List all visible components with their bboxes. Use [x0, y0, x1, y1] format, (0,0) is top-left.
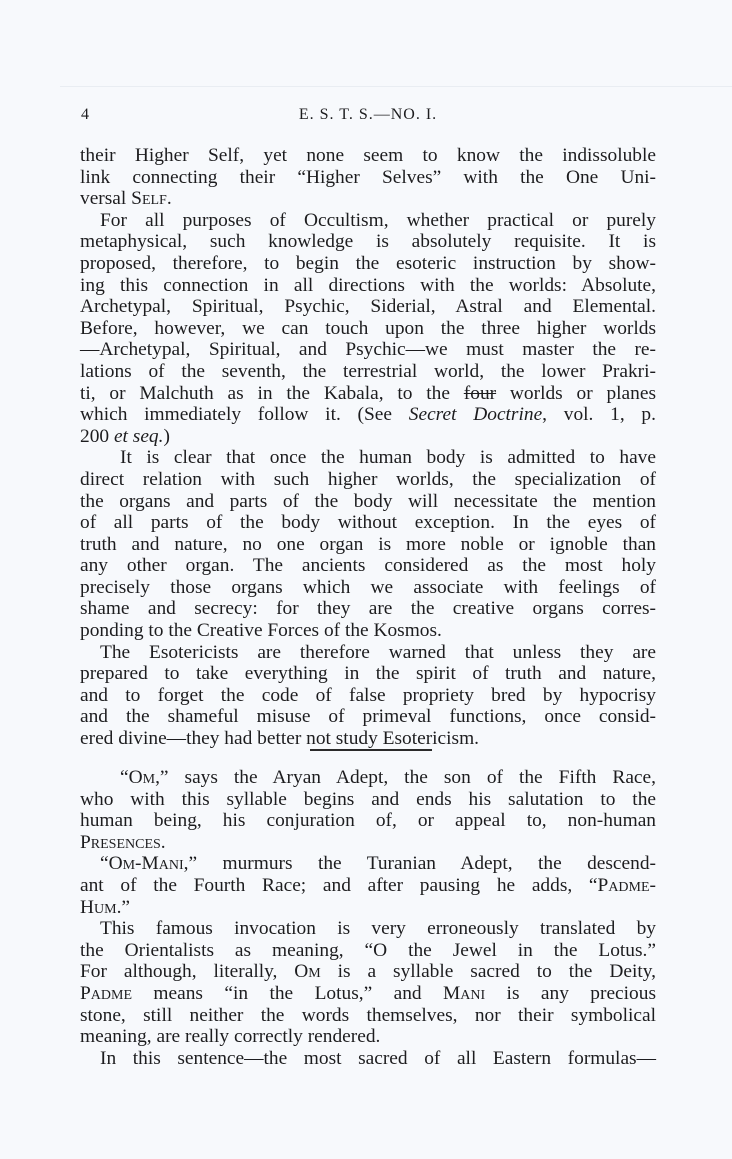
- book-title: Secret Doctrine: [408, 404, 543, 426]
- small-caps-om-mani: Om-Mani: [108, 853, 184, 875]
- text-line: [80, 404, 656, 426]
- small-caps-mani: Mani: [443, 982, 486, 1004]
- text-line: and to forget the code of false propriety bred by hypocrisy: [80, 684, 656, 706]
- text-fragment: ti, or Malchuth as in the Kabala, to the: [80, 382, 464, 404]
- text-line: direct relation with such higher worlds, the specialization of: [80, 468, 656, 490]
- text-fragment: is any precious: [485, 982, 656, 1004]
- text-line: Archetypal, Spiritual, Psychic, Siderial, Astral and Elemental.: [80, 296, 656, 318]
- running-title: E. S. T. S.—NO. I.: [298, 106, 438, 123]
- text-line: This famous invocation is very erroneously translated by: [100, 918, 656, 940]
- text-line: For all purposes of Occultism, whether practical or purely: [100, 209, 656, 231]
- struck-word: four: [463, 382, 497, 404]
- text-fragment: 200: [80, 425, 114, 447]
- text-line: human being, his conjuration of, or appeal to, non-human: [80, 810, 656, 832]
- text-line: Before, however, we can touch upon the three higher worlds: [80, 317, 656, 339]
- small-caps-hum: Hum: [80, 896, 117, 918]
- text-line: [80, 853, 656, 875]
- text-line: It is clear that once the human body is admitted to have: [120, 447, 656, 469]
- text-line: [80, 383, 656, 405]
- text-fragment: ): [163, 425, 170, 447]
- text-line: the Orientalists as meaning, “O the Jewel in the Lotus.”: [80, 939, 656, 961]
- text-line: [80, 767, 656, 789]
- text-fragment: worlds or planes: [496, 382, 656, 404]
- small-caps-presences: Presences.: [80, 831, 166, 853]
- text-line: —Archetypal, Spiritual, and Psychic—we must master the re-: [80, 339, 656, 361]
- text-line: [80, 983, 656, 1005]
- et-seq: et seq.: [113, 425, 164, 447]
- text-line: metaphysical, such knowledge is absolutely requisite. It is: [80, 231, 656, 253]
- text-line: their Higher Self, yet none seem to know the indissoluble: [80, 145, 656, 166]
- text-line: the organs and parts of the body will necessitate the mention: [80, 490, 656, 512]
- text-line: ponding to the Creative Forces of the Kosmos.: [80, 620, 442, 642]
- page-number: 4: [81, 106, 89, 123]
- text-fragment: ant of the Fourth Race; and after pausing he adds, “: [80, 874, 598, 896]
- text-line: any other organ. The ancients considered as the most holy: [80, 555, 656, 577]
- text-line: ing this connection in all directions with the worlds: Absolute,: [80, 274, 656, 296]
- text-fragment: which immediately follow it. (See: [80, 404, 409, 426]
- page-header: [80, 106, 656, 128]
- text-fragment: ,” says the Aryan Adept, the son of the Fifth Race,: [155, 767, 656, 788]
- text-fragment: versal: [80, 188, 132, 210]
- text-line: [80, 875, 656, 897]
- text-fragment: For although, literally,: [80, 961, 295, 983]
- text-line: and the shameful misuse of primeval functions, once consid-: [80, 706, 656, 728]
- text-line: ered divine—they had better not study Esotericism.: [80, 728, 480, 750]
- section-divider: [310, 749, 432, 751]
- text-line: truth and nature, no one organ is more noble or ignoble than: [80, 533, 656, 555]
- text-line: [80, 961, 656, 983]
- text-fragment: “: [120, 767, 129, 788]
- text-line: lations of the seventh, the terrestrial world, the lower Prakri-: [80, 360, 656, 382]
- small-caps-padme: Padme-: [597, 874, 656, 896]
- text-line: link connecting their “Higher Selves” with the One Uni-: [80, 166, 656, 188]
- text-line: shame and secrecy: for they are the creative organs corres-: [80, 598, 656, 620]
- text-line: [80, 897, 656, 919]
- text-line: The Esotericists are therefore warned that unless they are: [100, 641, 656, 663]
- section-one: [80, 145, 656, 750]
- small-caps-om: Om: [294, 961, 321, 983]
- small-caps-om: Om: [128, 767, 156, 788]
- text-fragment: means “in the Lotus,” and: [132, 982, 444, 1004]
- text-line: [80, 426, 656, 448]
- text-fragment: , vol. 1, p.: [542, 404, 656, 426]
- text-fragment: is a syllable sacred to the Deity,: [320, 961, 656, 983]
- text-line: of all parts of the body without exception. In the eyes of: [80, 512, 656, 534]
- text-line: precisely those organs which we associate with feelings of: [80, 576, 656, 598]
- text-line: stone, still neither the words themselves, nor their symbolical: [80, 1004, 656, 1026]
- text-line: proposed, therefore, to begin the esoteric instruction by show-: [80, 252, 656, 274]
- section-two: [80, 767, 656, 1069]
- small-caps-padme: Padme: [80, 982, 133, 1004]
- text-line: who with this syllable begins and ends his salutation to the: [80, 788, 656, 810]
- small-caps-self: Self.: [131, 188, 172, 210]
- text-fragment: “: [100, 853, 109, 875]
- text-line: prepared to take everything in the spirit of truth and nature,: [80, 663, 656, 685]
- text-fragment: ,” murmurs the Turanian Adept, the descend-: [183, 853, 656, 875]
- text-fragment: .”: [116, 896, 131, 918]
- text-line: In this sentence—the most sacred of all Eastern formulas—: [100, 1047, 656, 1069]
- text-line: [80, 188, 656, 210]
- text-line: meaning, are really correctly rendered.: [80, 1026, 381, 1048]
- scan-edge-line: [60, 86, 732, 87]
